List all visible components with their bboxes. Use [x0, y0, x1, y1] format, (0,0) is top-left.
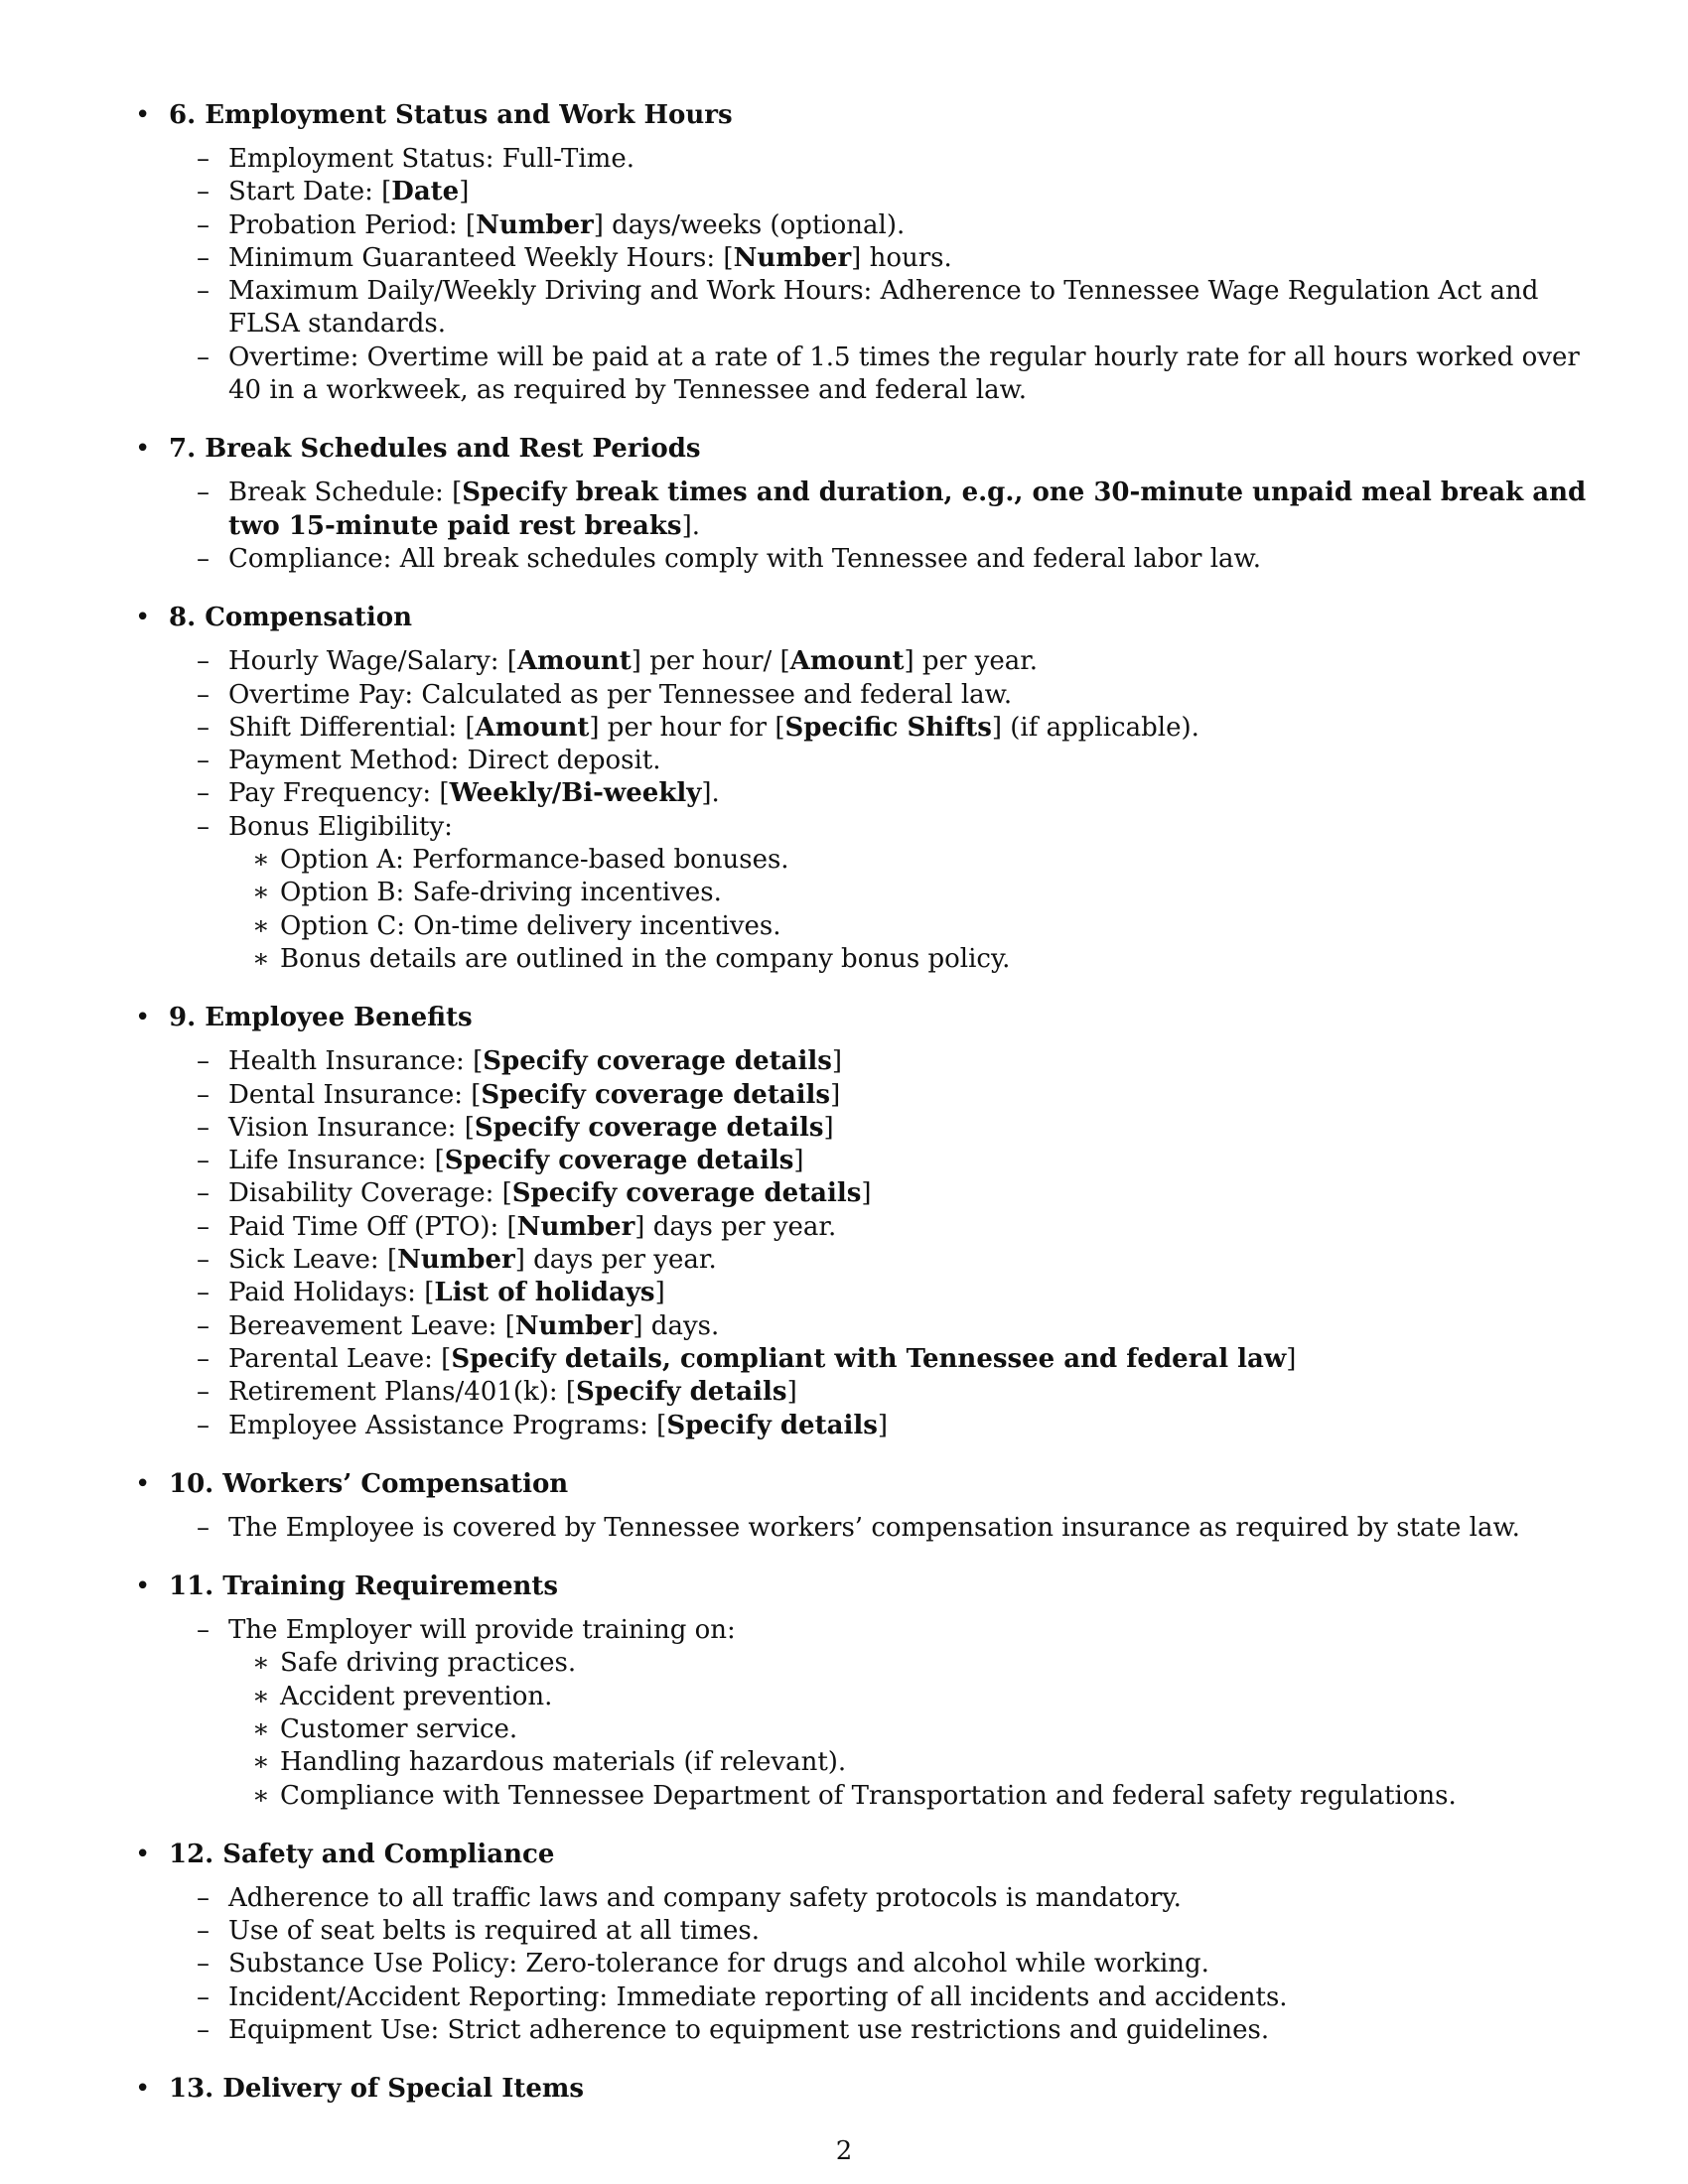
list-item [129, 1882, 1589, 1915]
dash-icon: – [197, 811, 210, 842]
sub-list-item [129, 1780, 1589, 1813]
section-heading [129, 598, 1589, 637]
sub-list-item [129, 1713, 1589, 1746]
section [129, 1464, 1589, 1545]
item-text: Adherence to all traffic laws and company safety protocols is mandatory. [228, 1882, 1182, 1913]
item-text: ] per year. [904, 646, 1039, 677]
item-text: ] days/weeks (optional). [593, 209, 906, 240]
dash-icon: – [197, 1410, 210, 1440]
sub-list-item [129, 1746, 1589, 1779]
sub-list-item [129, 877, 1589, 909]
asterisk-icon: ∗ [252, 1681, 270, 1711]
section-title: 10. Workers’ Compensation [169, 1468, 569, 1499]
list-item [129, 811, 1589, 976]
list-item [129, 1244, 1589, 1277]
sub-list-item [129, 1647, 1589, 1680]
item-text: Break Schedule: [ [228, 478, 463, 508]
bullet-icon: • [135, 1839, 151, 1869]
list-item [129, 1211, 1589, 1244]
item-text: Shift Differential: [ [228, 712, 476, 743]
item-text: Paid Holidays: [ [228, 1278, 435, 1308]
bold-placeholder: Specific Shifts [784, 712, 992, 743]
bullet-icon: • [135, 100, 151, 130]
dash-icon: – [197, 1112, 210, 1143]
section-title: 8. Compensation [169, 603, 412, 633]
item-text: ] [1286, 1343, 1297, 1374]
section-title: 12. Safety and Compliance [169, 1839, 555, 1869]
asterisk-icon: ∗ [252, 1780, 270, 1811]
dash-icon: – [197, 1146, 210, 1176]
list-item [129, 2014, 1589, 2047]
bold-placeholder: Amount [475, 712, 590, 743]
item-text: ] days per year. [634, 1211, 837, 1242]
bullet-icon: • [135, 1571, 151, 1602]
sub-list [228, 1647, 1589, 1812]
bullet-icon: • [135, 2074, 151, 2105]
item-text: Life Insurance: [ [228, 1146, 445, 1176]
bold-placeholder: Number [516, 1211, 635, 1242]
sub-item-text: Bonus details are outlined in the company bonus policy. [280, 943, 1011, 974]
section-heading [129, 95, 1589, 135]
item-text: Health Insurance: [ [228, 1046, 484, 1077]
sub-item-text: Option A: Performance-based bonuses. [280, 845, 789, 876]
bullet-icon: • [135, 434, 151, 465]
section-heading [129, 1464, 1589, 1504]
sub-item-text: Option B: Safe-driving incentives. [280, 878, 722, 908]
list-item [129, 1376, 1589, 1409]
item-text: ] [823, 1112, 834, 1143]
dash-icon: – [197, 242, 210, 273]
list-item [129, 712, 1589, 745]
item-text: Parental Leave: [ [228, 1343, 452, 1374]
document-body [129, 95, 1589, 2130]
item-text: Bonus Eligibility: [228, 811, 453, 842]
asterisk-icon: ∗ [252, 1648, 270, 1679]
dash-icon: – [197, 2015, 210, 2046]
item-text: ] [793, 1146, 804, 1176]
bullet-icon: • [135, 1003, 151, 1033]
list-item [129, 1981, 1589, 2014]
list-item [129, 341, 1589, 408]
section [129, 429, 1589, 576]
bold-placeholder: Specify details, compliant with Tennessee and federal law [451, 1343, 1287, 1374]
item-text: ] (if applicable). [991, 712, 1199, 743]
list-item [129, 477, 1589, 543]
item-text: Employment Status: Full-Time. [228, 144, 634, 174]
item-list [129, 1512, 1589, 1545]
sub-item-text: Compliance with Tennessee Department of Transportation and federal safety regulations. [280, 1780, 1457, 1811]
list-item [129, 275, 1589, 341]
dash-icon: – [197, 1245, 210, 1276]
dash-icon: – [197, 1046, 210, 1077]
page-number: 2 [835, 2136, 853, 2166]
item-text: Retirement Plans/401(k): [ [228, 1377, 577, 1408]
item-text: Substance Use Policy: Zero-tolerance for drugs and alcohol while working. [228, 1949, 1209, 1979]
sub-list-item [129, 910, 1589, 943]
item-text: ] days. [633, 1310, 720, 1341]
list-item [129, 1614, 1589, 1813]
list-item [129, 1512, 1589, 1545]
bold-placeholder: Number [476, 209, 594, 240]
item-text: ] [830, 1079, 841, 1110]
bold-placeholder: Amount [789, 646, 905, 677]
sub-list-item [129, 1681, 1589, 1713]
bullet-icon: • [135, 1468, 151, 1499]
bullet-icon: • [135, 603, 151, 633]
list-item [129, 745, 1589, 777]
dash-icon: – [197, 1178, 210, 1209]
list-item [129, 1112, 1589, 1145]
item-list [129, 1614, 1589, 1813]
section [129, 1835, 1589, 2047]
bold-placeholder: Number [397, 1245, 515, 1276]
section-heading [129, 998, 1589, 1037]
section-title: 13. Delivery of Special Items [169, 2074, 585, 2105]
item-text: Overtime Pay: Calculated as per Tennessee and federal law. [228, 679, 1013, 710]
section-heading [129, 2069, 1589, 2109]
dash-icon: – [197, 1512, 210, 1543]
list-item [129, 1343, 1589, 1376]
dash-icon: – [197, 1343, 210, 1374]
asterisk-icon: ∗ [252, 943, 270, 974]
section-heading [129, 429, 1589, 469]
item-text: Disability Coverage: [ [228, 1178, 512, 1209]
item-text: ] [861, 1178, 872, 1209]
item-text: ]. [701, 778, 720, 809]
dash-icon: – [197, 1615, 210, 1646]
item-text: Probation Period: [ [228, 209, 477, 240]
sub-item-text: Accident prevention. [280, 1681, 553, 1711]
item-text: ]. [681, 510, 700, 541]
list-item [129, 1948, 1589, 1980]
asterisk-icon: ∗ [252, 1747, 270, 1778]
item-text: ] [786, 1377, 797, 1408]
section-title: 9. Employee Benefits [169, 1003, 473, 1033]
item-text: Employee Assistance Programs: [ [228, 1410, 667, 1440]
dash-icon: – [197, 1981, 210, 2012]
sub-list-item [129, 943, 1589, 976]
item-text: ] [459, 177, 470, 207]
dash-icon: – [197, 144, 210, 174]
item-text: ] per hour/ [ [631, 646, 790, 677]
dash-icon: – [197, 778, 210, 809]
dash-icon: – [197, 746, 210, 776]
bold-placeholder: Specify details [666, 1410, 878, 1440]
bold-placeholder: Number [514, 1310, 633, 1341]
bold-placeholder: Specify details [576, 1377, 787, 1408]
sub-list [228, 844, 1589, 976]
asterisk-icon: ∗ [252, 1713, 270, 1744]
item-text: ] [831, 1046, 843, 1077]
bold-placeholder: Weekly/Bi-weekly [449, 778, 702, 809]
list-item [129, 543, 1589, 576]
list-item [129, 1410, 1589, 1442]
asterisk-icon: ∗ [252, 845, 270, 876]
bold-placeholder: Specify coverage details [474, 1112, 824, 1143]
dash-icon: – [197, 712, 210, 743]
list-item [129, 1310, 1589, 1343]
section [129, 998, 1589, 1442]
item-list [129, 477, 1589, 576]
sub-item-text: Customer service. [280, 1713, 518, 1744]
dash-icon: – [197, 276, 210, 307]
list-item [129, 1079, 1589, 1112]
item-text: Pay Frequency: [ [228, 778, 450, 809]
item-text: Vision Insurance: [ [228, 1112, 475, 1143]
item-text: Start Date: [228, 177, 382, 207]
dash-icon: – [197, 209, 210, 240]
bold-placeholder: Specify coverage details [444, 1146, 794, 1176]
dash-icon: – [197, 1310, 210, 1341]
sub-item-text: Handling hazardous materials (if relevant). [280, 1747, 847, 1778]
item-text: Equipment Use: Strict adherence to equipment use restrictions and guidelines. [228, 2015, 1270, 2046]
bold-placeholder: Specify coverage details [483, 1046, 832, 1077]
section [129, 95, 1589, 407]
section-title: 7. Break Schedules and Rest Periods [169, 434, 701, 465]
dash-icon: – [197, 1916, 210, 1947]
item-text: Paid Time Off (PTO): [ [228, 1211, 517, 1242]
dash-icon: – [197, 1882, 210, 1913]
item-text: Overtime: Overtime will be paid at a rate of 1.5 times the regular hourly rate for all hours worked over 40 in a workweek, as required by Tennessee and federal law. [228, 341, 1580, 406]
list-item [129, 777, 1589, 810]
list-item [129, 1045, 1589, 1078]
list-item [129, 1915, 1589, 1948]
item-list [129, 1882, 1589, 2047]
dash-icon: – [197, 646, 210, 677]
item-text: Minimum Guaranteed Weekly Hours: [ [228, 242, 734, 273]
dash-icon: – [197, 543, 210, 574]
asterisk-icon: ∗ [252, 878, 270, 908]
item-text: [ [381, 177, 392, 207]
list-item [129, 1277, 1589, 1309]
item-text: Dental Insurance: [ [228, 1079, 482, 1110]
dash-icon: – [197, 1079, 210, 1110]
section [129, 1567, 1589, 1813]
section-heading [129, 1835, 1589, 1874]
list-item [129, 1145, 1589, 1177]
dash-icon: – [197, 478, 210, 508]
section [129, 598, 1589, 976]
dash-icon: – [197, 1377, 210, 1408]
bold-placeholder: Specify break times and duration, e.g., one 30-minute unpaid meal break and two 15-minute paid rest breaks [228, 478, 1587, 541]
item-list [129, 645, 1589, 976]
item-list [129, 1045, 1589, 1442]
item-text: Compliance: All break schedules comply with Tennessee and federal labor law. [228, 543, 1261, 574]
section [129, 2069, 1589, 2109]
dash-icon: – [197, 1278, 210, 1308]
bold-placeholder: Amount [516, 646, 632, 677]
list-item [129, 645, 1589, 678]
item-text: Bereavement Leave: [ [228, 1310, 515, 1341]
bold-placeholder: Date [391, 177, 460, 207]
item-text: Sick Leave: [ [228, 1245, 398, 1276]
item-text: ] hours. [851, 242, 952, 273]
list-item [129, 143, 1589, 176]
sub-item-text: Safe driving practices. [280, 1648, 577, 1679]
list-item [129, 176, 1589, 208]
dash-icon: – [197, 1211, 210, 1242]
bold-placeholder: Specify coverage details [511, 1178, 862, 1209]
dash-icon: – [197, 341, 210, 372]
item-text: The Employer will provide training on: [228, 1615, 736, 1646]
section-title: 6. Employment Status and Work Hours [169, 100, 733, 130]
section-title: 11. Training Requirements [169, 1571, 559, 1602]
asterisk-icon: ∗ [252, 910, 270, 941]
item-text: Maximum Daily/Weekly Driving and Work Hours: Adherence to Tennessee Wage Regulation Act and FLSA standards. [228, 276, 1539, 340]
list-item [129, 209, 1589, 242]
list-item [129, 679, 1589, 712]
item-text: ] [877, 1410, 889, 1440]
item-text: Incident/Accident Reporting: Immediate reporting of all incidents and accidents. [228, 1981, 1288, 2012]
sub-item-text: Option C: On-time delivery incentives. [280, 910, 781, 941]
bold-placeholder: Specify coverage details [481, 1079, 831, 1110]
item-text: ] days per year. [514, 1245, 717, 1276]
item-text: Hourly Wage/Salary: [ [228, 646, 517, 677]
bold-placeholder: List of holidays [434, 1278, 655, 1308]
dash-icon: – [197, 1949, 210, 1979]
item-list [129, 143, 1589, 407]
list-item [129, 1177, 1589, 1210]
item-text: Use of seat belts is required at all times. [228, 1916, 760, 1947]
item-text: ] per hour for [ [589, 712, 785, 743]
list-item [129, 242, 1589, 275]
item-text: Payment Method: Direct deposit. [228, 746, 661, 776]
item-text: The Employee is covered by Tennessee workers’ compensation insurance as required by state law. [228, 1512, 1520, 1543]
dash-icon: – [197, 679, 210, 710]
bold-placeholder: Number [733, 242, 852, 273]
dash-icon: – [197, 177, 210, 207]
item-text: ] [654, 1278, 665, 1308]
section-heading [129, 1567, 1589, 1606]
sub-list-item [129, 844, 1589, 877]
